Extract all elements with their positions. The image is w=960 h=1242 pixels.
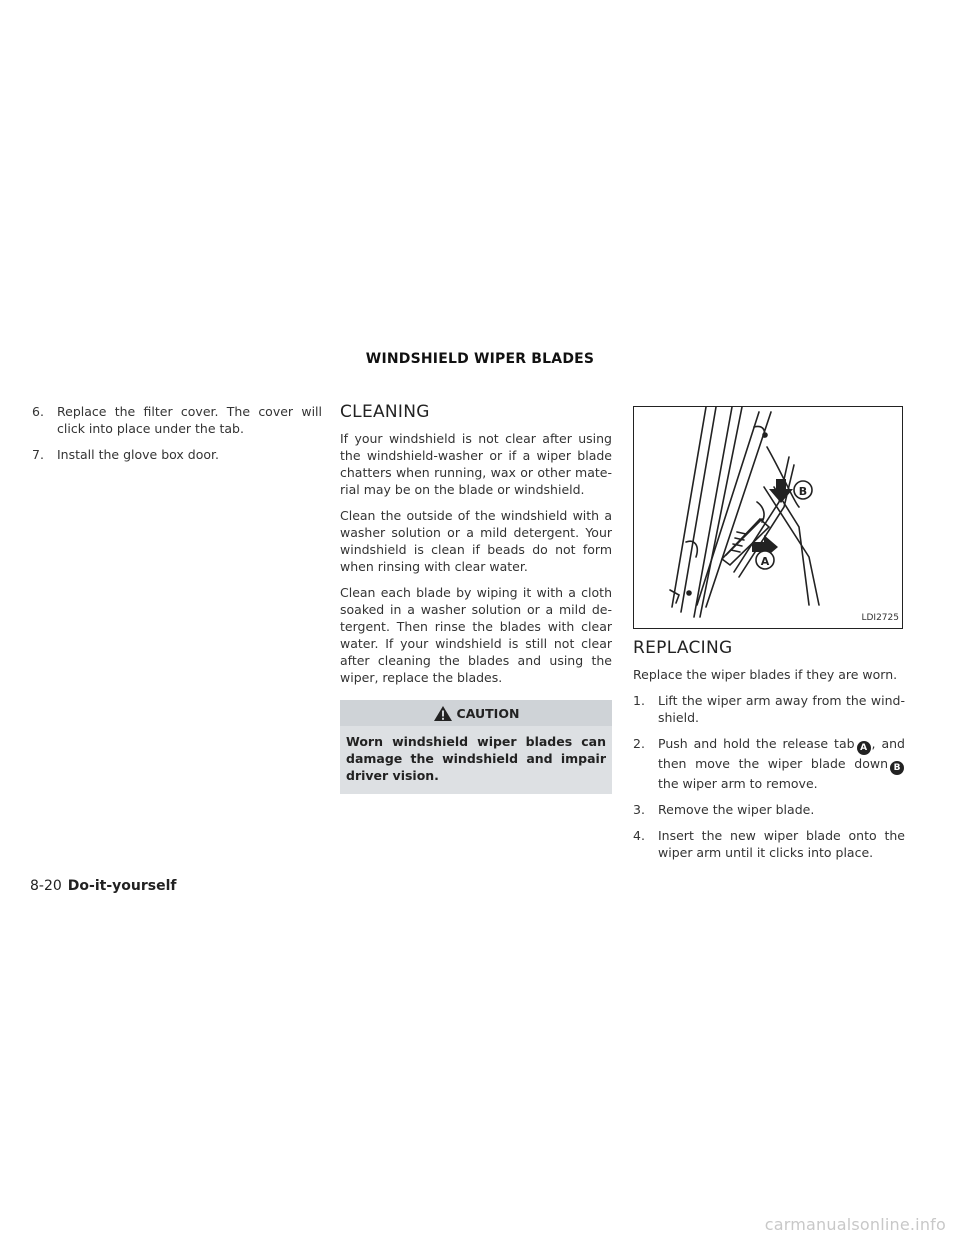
- page-number: 8-20: [30, 878, 62, 894]
- cleaning-paragraph: If your windshield is not clear after using the windshield-washer or if a wiper blade chatters when running, wax or other mate-rial may be on the blade or windshield.: [340, 431, 612, 497]
- replacing-heading: REPLACING: [633, 638, 733, 658]
- cleaning-paragraph: Clean the outside of the windshield with a washer solution or a mild detergent. Your windshield is clean if beads do not form when rinsing with clear water.: [340, 508, 612, 574]
- warning-icon: [433, 705, 453, 722]
- replacing-intro: Replace the wiper blades if they are worn.: [633, 667, 898, 682]
- step-number: 4.: [633, 828, 645, 843]
- callout-b-badge: B: [890, 761, 904, 775]
- step-number: 6.: [32, 404, 44, 419]
- step-number: 1.: [633, 693, 645, 708]
- step-text-c: the wiper arm to remove.: [658, 776, 818, 791]
- step-number: 2.: [633, 736, 645, 751]
- step-text: Insert the new wiper blade onto the wiper arm until it clicks into place.: [658, 828, 905, 860]
- section-title: WINDSHIELD WIPER BLADES: [365, 351, 595, 367]
- replace-step-3: [633, 801, 905, 818]
- caution-label: CAUTION: [456, 705, 520, 721]
- step-text: Lift the wiper arm away from the wind-shield.: [658, 693, 905, 725]
- step-text: Install the glove box door.: [57, 447, 219, 462]
- step-number: 3.: [633, 802, 645, 817]
- caution-header: [340, 700, 612, 726]
- caution-text: Worn windshield wiper blades can damage the windshield and impair driver vision.: [346, 734, 606, 783]
- callout-a: A: [760, 555, 770, 568]
- page-footer: [30, 878, 176, 894]
- wiper-blade-drawing: [634, 407, 903, 629]
- cleaning-heading: CLEANING: [340, 402, 430, 422]
- step-text: Replace the filter cover. The cover will click into place under the tab.: [57, 404, 322, 436]
- callout-b: B: [798, 485, 808, 498]
- step-text-b: , and then move the wiper blade down: [658, 736, 905, 771]
- step-text-a: Push and hold the release tab: [658, 736, 855, 751]
- left-column: [32, 403, 322, 472]
- replace-step-1: [633, 692, 905, 726]
- middle-column: [340, 401, 612, 794]
- caution-box: [340, 700, 612, 794]
- wiper-illustration: [633, 406, 903, 629]
- callout-a-badge: A: [857, 741, 871, 755]
- figure-id: LDI2725: [861, 613, 899, 623]
- step-text: Remove the wiper blade.: [658, 802, 815, 817]
- replace-step-2: [633, 735, 905, 792]
- footer-section: Do-it-yourself: [67, 878, 177, 894]
- replace-step-4: [633, 827, 905, 861]
- right-column: [633, 406, 905, 870]
- watermark: carmanualsonline.info: [764, 1215, 946, 1234]
- step-number: 7.: [32, 447, 44, 462]
- cleaning-paragraph: Clean each blade by wiping it with a cloth soaked in a washer solution or a mild de-tergent. Then rinse the blades with clear water. If your windshield is still not clear after cleaning the blades and using the wiper, replace the blades.: [340, 585, 612, 685]
- step-6: [32, 403, 322, 437]
- step-7: [32, 446, 322, 463]
